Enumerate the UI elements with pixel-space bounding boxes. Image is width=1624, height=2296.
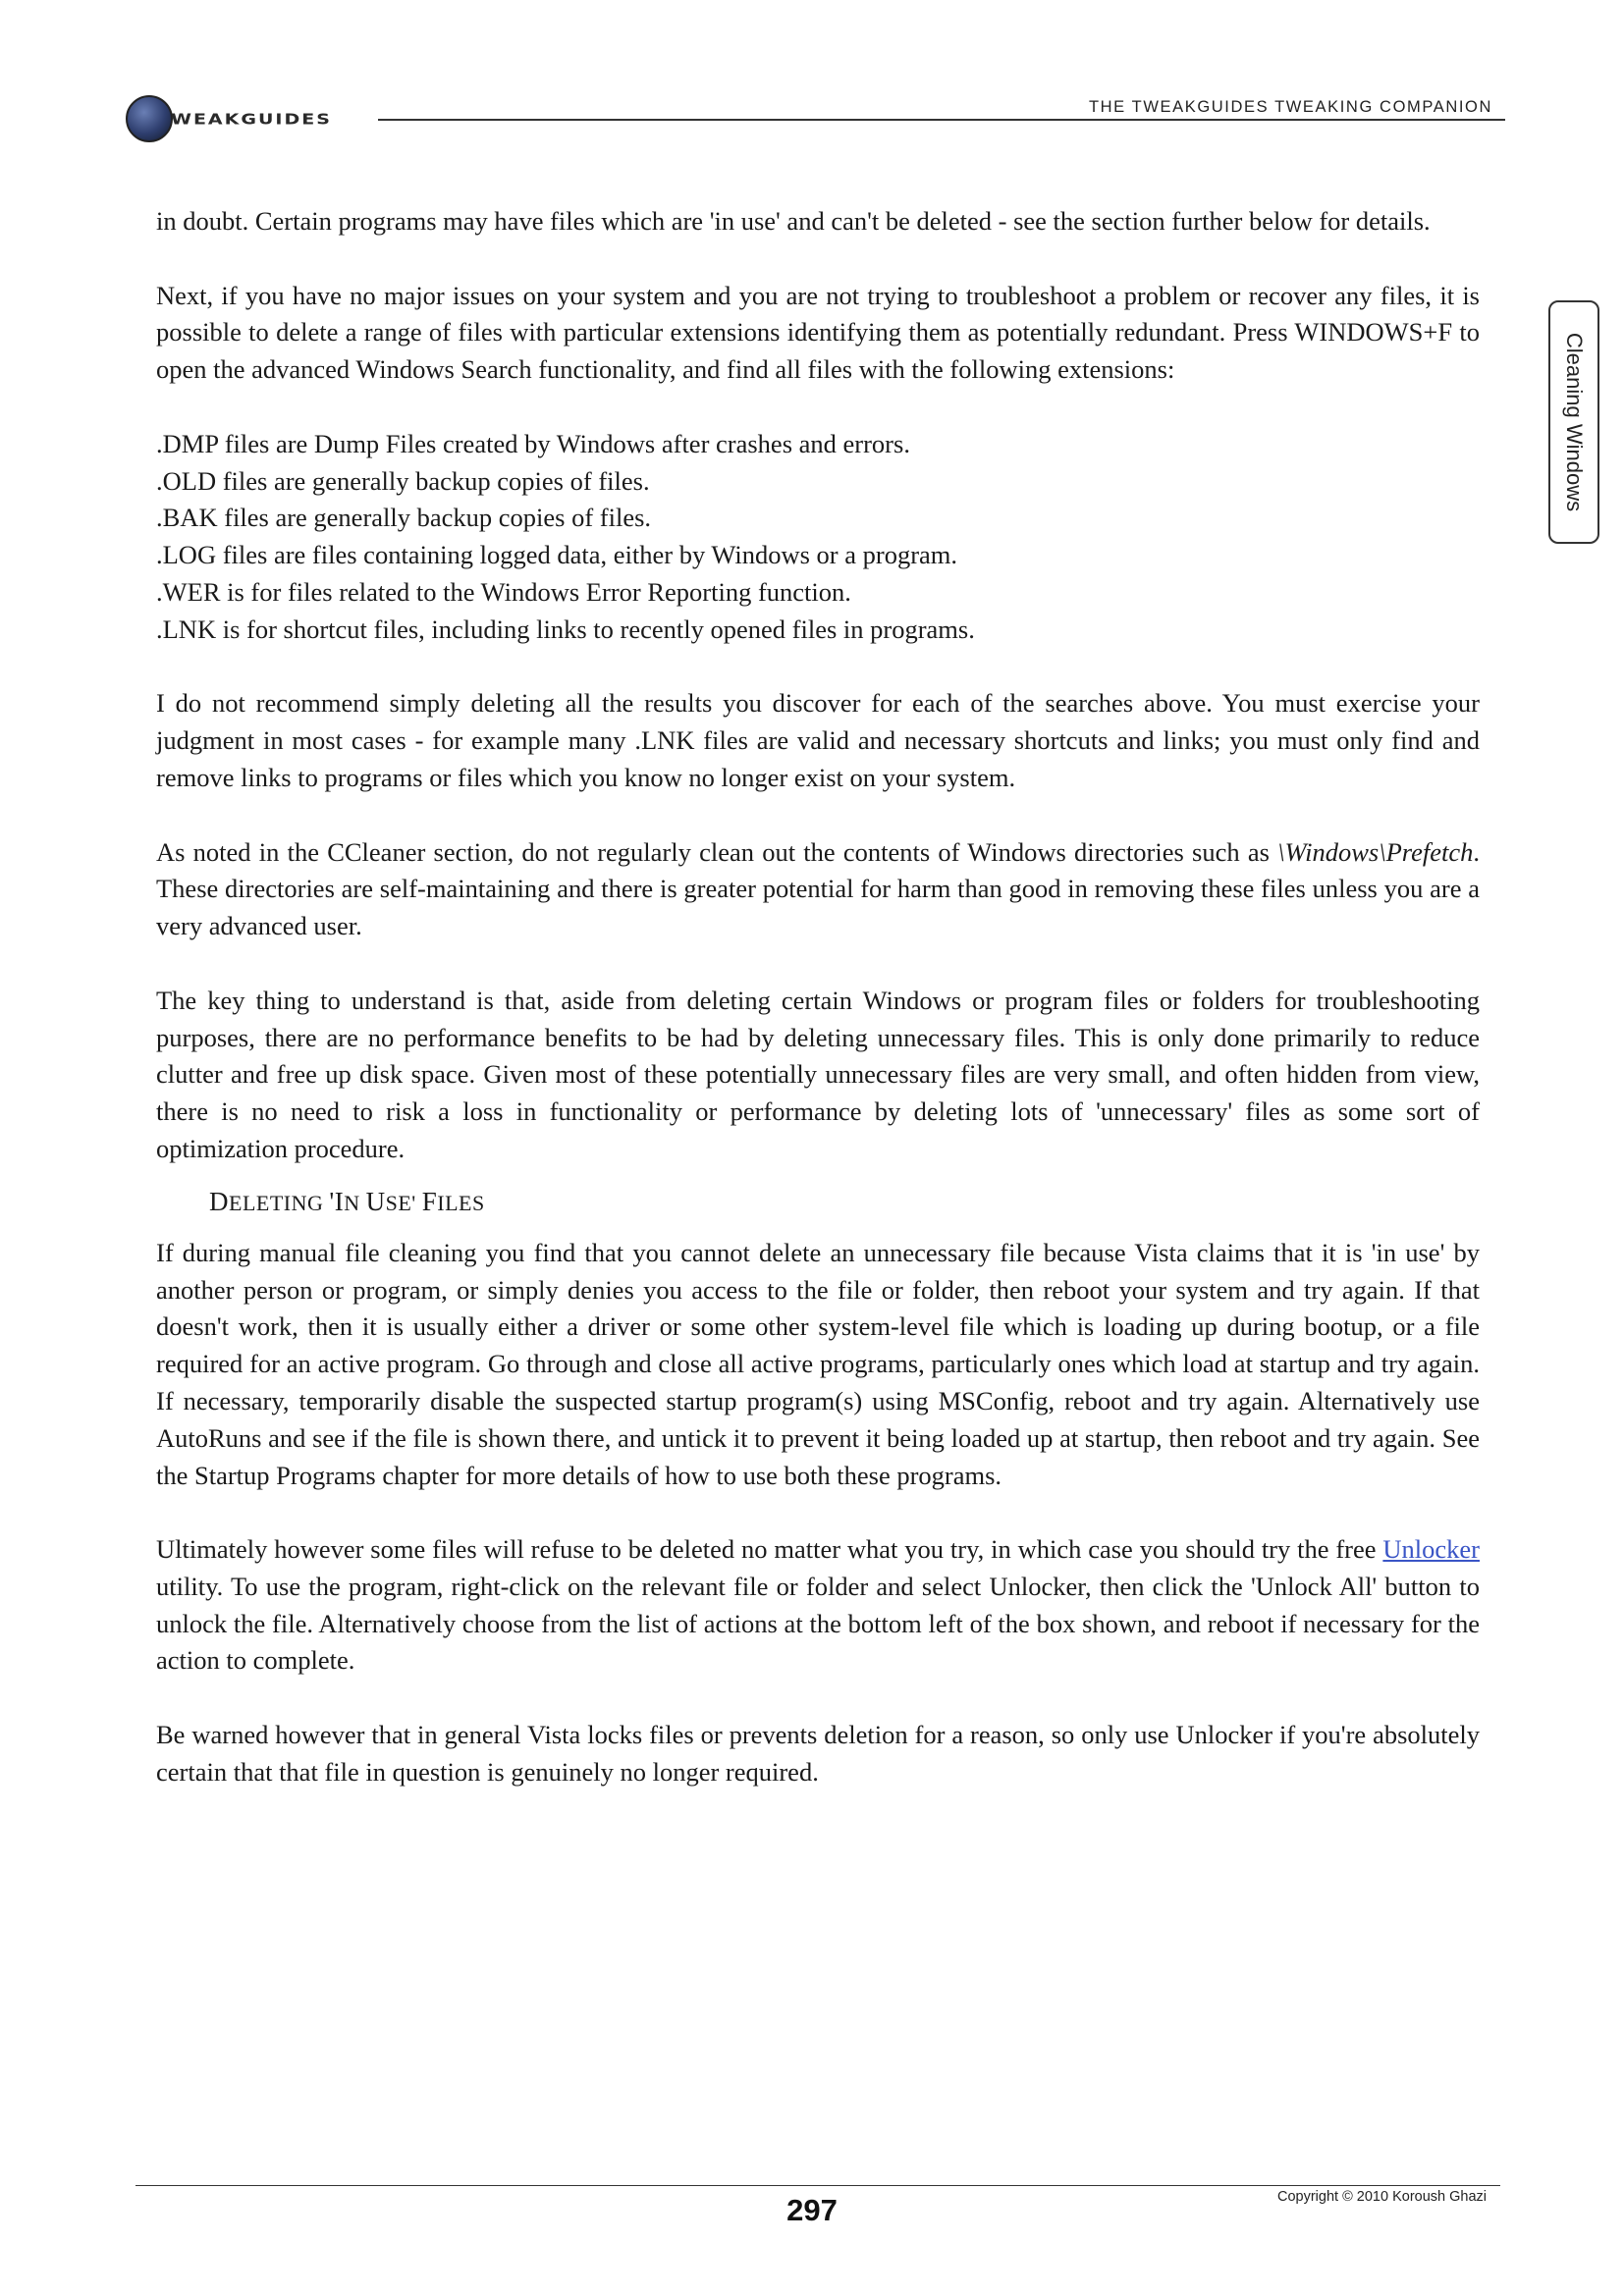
list-item: .DMP files are Dump Files created by Windows after crashes and errors. xyxy=(156,428,910,458)
chapter-side-tab-label: Cleaning Windows xyxy=(1562,332,1587,512)
header-title: THE TWEAKGUIDES TWEAKING COMPANION xyxy=(1088,98,1492,116)
page-number: 297 xyxy=(786,2193,838,2227)
list-item: .OLD files are generally backup copies of files. xyxy=(156,465,650,496)
unlocker-link[interactable]: Unlocker xyxy=(1382,1534,1480,1565)
logo-globe-icon xyxy=(126,95,173,142)
list-item: .BAK files are generally backup copies of files. xyxy=(156,503,652,533)
paragraph-prefetch xyxy=(156,834,1480,945)
logo-text: WEAKGUIDES xyxy=(171,111,332,129)
paragraph-unlocker xyxy=(156,1531,1480,1680)
footer-rule xyxy=(135,2185,1500,2186)
paragraph-recommendation: I do not recommend simply deleting all the results you discover for each of the searches above. You must exercise your judgment in most cases - for example many .LNK files are valid and necessary shortcuts and links; you must only find and remove links to programs or files which you know no longer exist on your system. xyxy=(156,688,1480,792)
list-item: .WER is for files related to the Windows Error Reporting function. xyxy=(156,576,851,607)
paragraph-warning: Be warned however that in general Vista locks files or prevents deletion for a reason, so only use Unlocker if you're absolutely certain that that file in question is genuinely no longer required. xyxy=(156,1720,1480,1787)
paragraph-unlocker-after: utility. To use the program, right-click on the relevant file or folder and select Unlocker, then click the 'Unlock All' button to unlock the file. Alternatively choose from the list of actions at the bottom left of the box shown, and reboot if necessary for the action to complete. xyxy=(156,1571,1480,1676)
paragraph-prefetch-before: As noted in the CCleaner section, do not regularly clean out the contents of Windows directories such as xyxy=(156,836,1278,867)
copyright-notice: Copyright © 2010 Koroush Ghazi xyxy=(1277,2189,1487,2205)
section-heading: DELETING 'IN USE' FILES xyxy=(209,1186,485,1216)
list-item: .LOG files are files containing logged data, either by Windows or a program. xyxy=(156,540,958,570)
prefetch-path: \Windows\Prefetch xyxy=(1277,836,1474,867)
extension-list xyxy=(156,426,1480,649)
paragraph-intro: in doubt. Certain programs may have files which are 'in use' and can't be deleted - see the section further below for details. xyxy=(156,206,1431,236)
paragraph-key-thing: The key thing to understand is that, aside from deleting certain Windows or program files or folders for troubleshooting purposes, there are no performance benefits to be had by deleting unnecessary files. This is only done primarily to reduce clutter and free up disk space. Given most of these potentially unnecessary files are very small, and often hidden from view, there is no need to risk a loss in functionality or performance by deleting lots of 'unnecessary' files as some sort of optimization procedure. xyxy=(156,985,1480,1163)
paragraph-extensions-intro: Next, if you have no major issues on your system and you are not trying to troubleshoot a problem or recover any files, it is possible to delete a range of files with particular extensions identifying them as potentially redundant. Press WINDOWS+F to open the advanced Windows Search functionality, and find all files with the following extensions: xyxy=(156,280,1480,385)
paragraph-in-use: If during manual file cleaning you find that you cannot delete an unnecessary file because Vista claims that it is 'in use' by another person or program, or simply denies you access to the file or folder, then reboot your system and try again. If that doesn't work, then it is usually either a driver or some other system-level file which is loading up during bootup, or a file required for an active program. Go through and close all active programs, particularly ones which load at startup and try again. If necessary, temporarily disable the suspected startup program(s) using MSConfig, reboot and try again. Alternatively use AutoRuns and see if the file is shown there, and untick it to prevent it being loaded up at startup, then reboot and try again. See the Startup Programs chapter for more details of how to use both these programs. xyxy=(156,1237,1480,1490)
paragraph-unlocker-before: Ultimately however some files will refuse to be deleted no matter what you try, in which case you should try the free xyxy=(156,1534,1383,1565)
tweakguides-logo xyxy=(126,95,361,142)
list-item: .LNK is for shortcut files, including links to recently opened files in programs. xyxy=(156,614,975,644)
page-content xyxy=(156,203,1480,1791)
chapter-side-tab xyxy=(1548,300,1599,544)
paragraph-prefetch-after: . These directories are self-maintaining and there is greater potential for harm than good in removing these files unless you are a very advanced user. xyxy=(156,836,1480,941)
header-rule xyxy=(378,119,1505,121)
